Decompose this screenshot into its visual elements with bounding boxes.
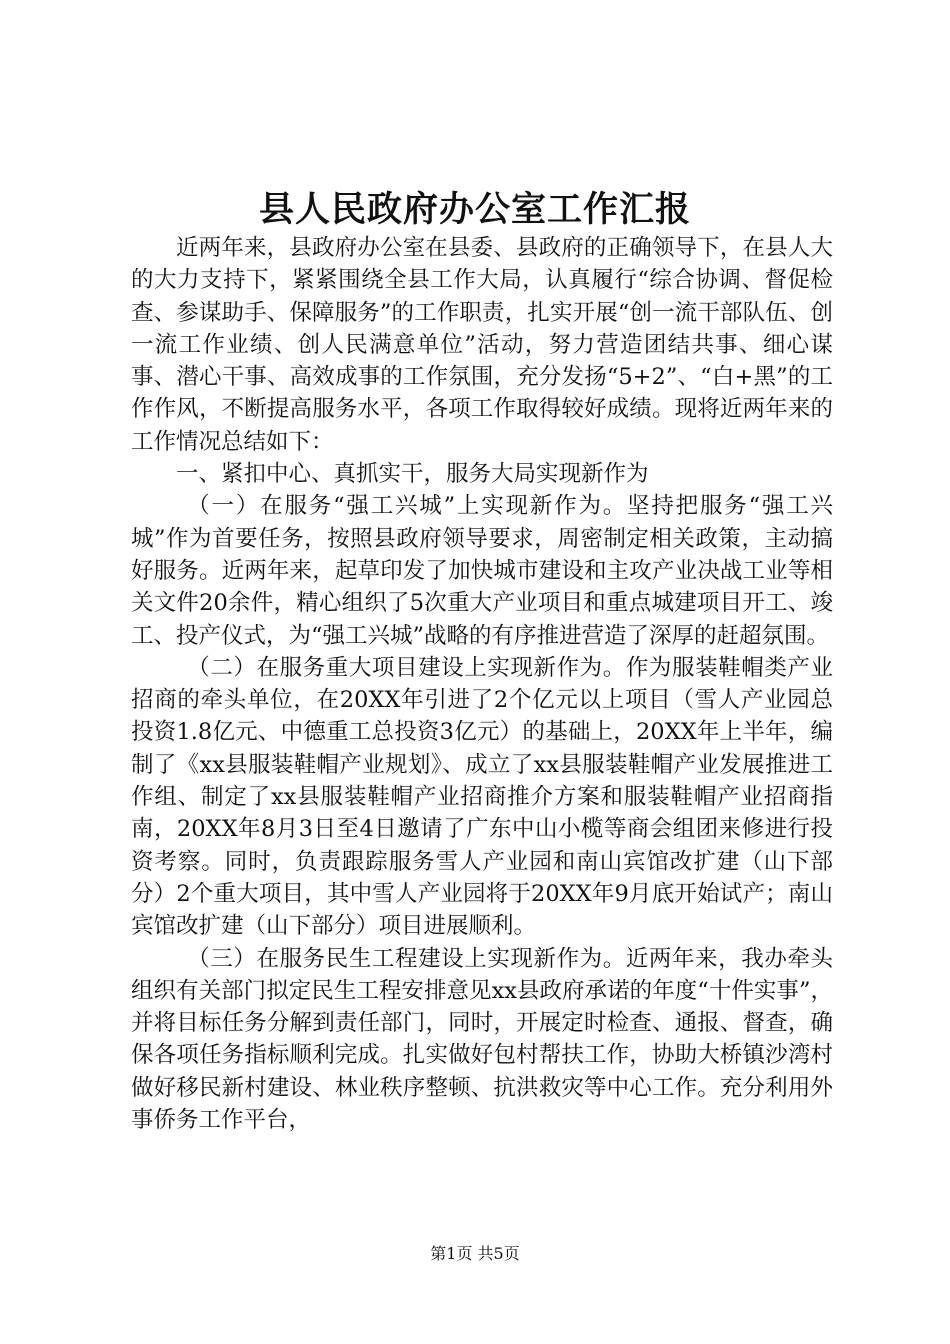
paragraph-intro: 近两年来，县政府办公室在县委、县政府的正确领导下，在县人大的大力支持下，紧紧围绕全县工作大局，认真履行“综合协调、督促检查、参谋助手、保障服务”的工作职责，扎实开展“创一流干部队伍、创一流工作业绩、创人民满意单位”活动，努力营造团结共事、细心谋事、潜心干事、高效成事的工作氛围，充分发扬“5+2”、“白+黑”的工作作风，不断提高服务水平，各项工作取得较好成绩。现将近两年来的工作情况总结如下： [131, 235, 833, 455]
document-body [131, 232, 833, 1136]
paragraph-subsection-3: （三）在服务民生工程建设上实现新作为。近两年来，我办牵头组织有关部门拟定民生工程安排意见xx县政府承诺的年度“十件实事”，并将目标任务分解到责任部门，同时，开展定时检查、通报、督查，确保各项任务指标顺利完成。扎实做好包村帮扶工作，协助大桥镇沙湾村做好移民新村建设、林业秩序整顿、抗洪救灾等中心工作。充分利用外事侨务工作平台， [131, 945, 833, 1134]
paragraph-subsection-1: （一）在服务“强工兴城”上实现新作为。坚持把服务“强工兴城”作为首要任务，按照县政府领导要求，周密制定相关政策，主动搞好服务。近两年来，起草印发了加快城市建设和主攻产业决战工业等相关文件20余件，精心组织了5次重大产业项目和重点城建项目开工、竣工、投产仪式，为“强工兴城”战略的有序推进营造了深厚的赶超氛围。 [131, 493, 833, 649]
page-footer: 第1页 共5页 [430, 1244, 520, 1263]
section-heading-1: 一、紧扣中心、真抓实干，服务大局实现新作为 [176, 461, 649, 488]
paragraph-subsection-2: （二）在服务重大项目建设上实现新作为。作为服装鞋帽类产业招商的牵头单位，在20XX年引进了2个亿元以上项目（雪人产业园总投资1.8亿元、中德重工总投资3亿元）的基础上，20XX年上半年，编制了《xx县服装鞋帽产业规划》、成立了xx县服装鞋帽产业发展推进工作组、制定了xx县服装鞋帽产业招商推介方案和服装鞋帽产业招商指南，20XX年8月3日至4日邀请了广东中山小榄等商会组团来修进行投资考察。同时，负责跟踪服务雪人产业园和南山宾馆改扩建（山下部分）2个重大项目，其中雪人产业园将于20XX年9月底开始试产；南山宾馆改扩建（山下部分）项目进展顺利。 [131, 654, 833, 940]
document-title: 县人民政府办公室工作汇报 [258, 189, 691, 230]
